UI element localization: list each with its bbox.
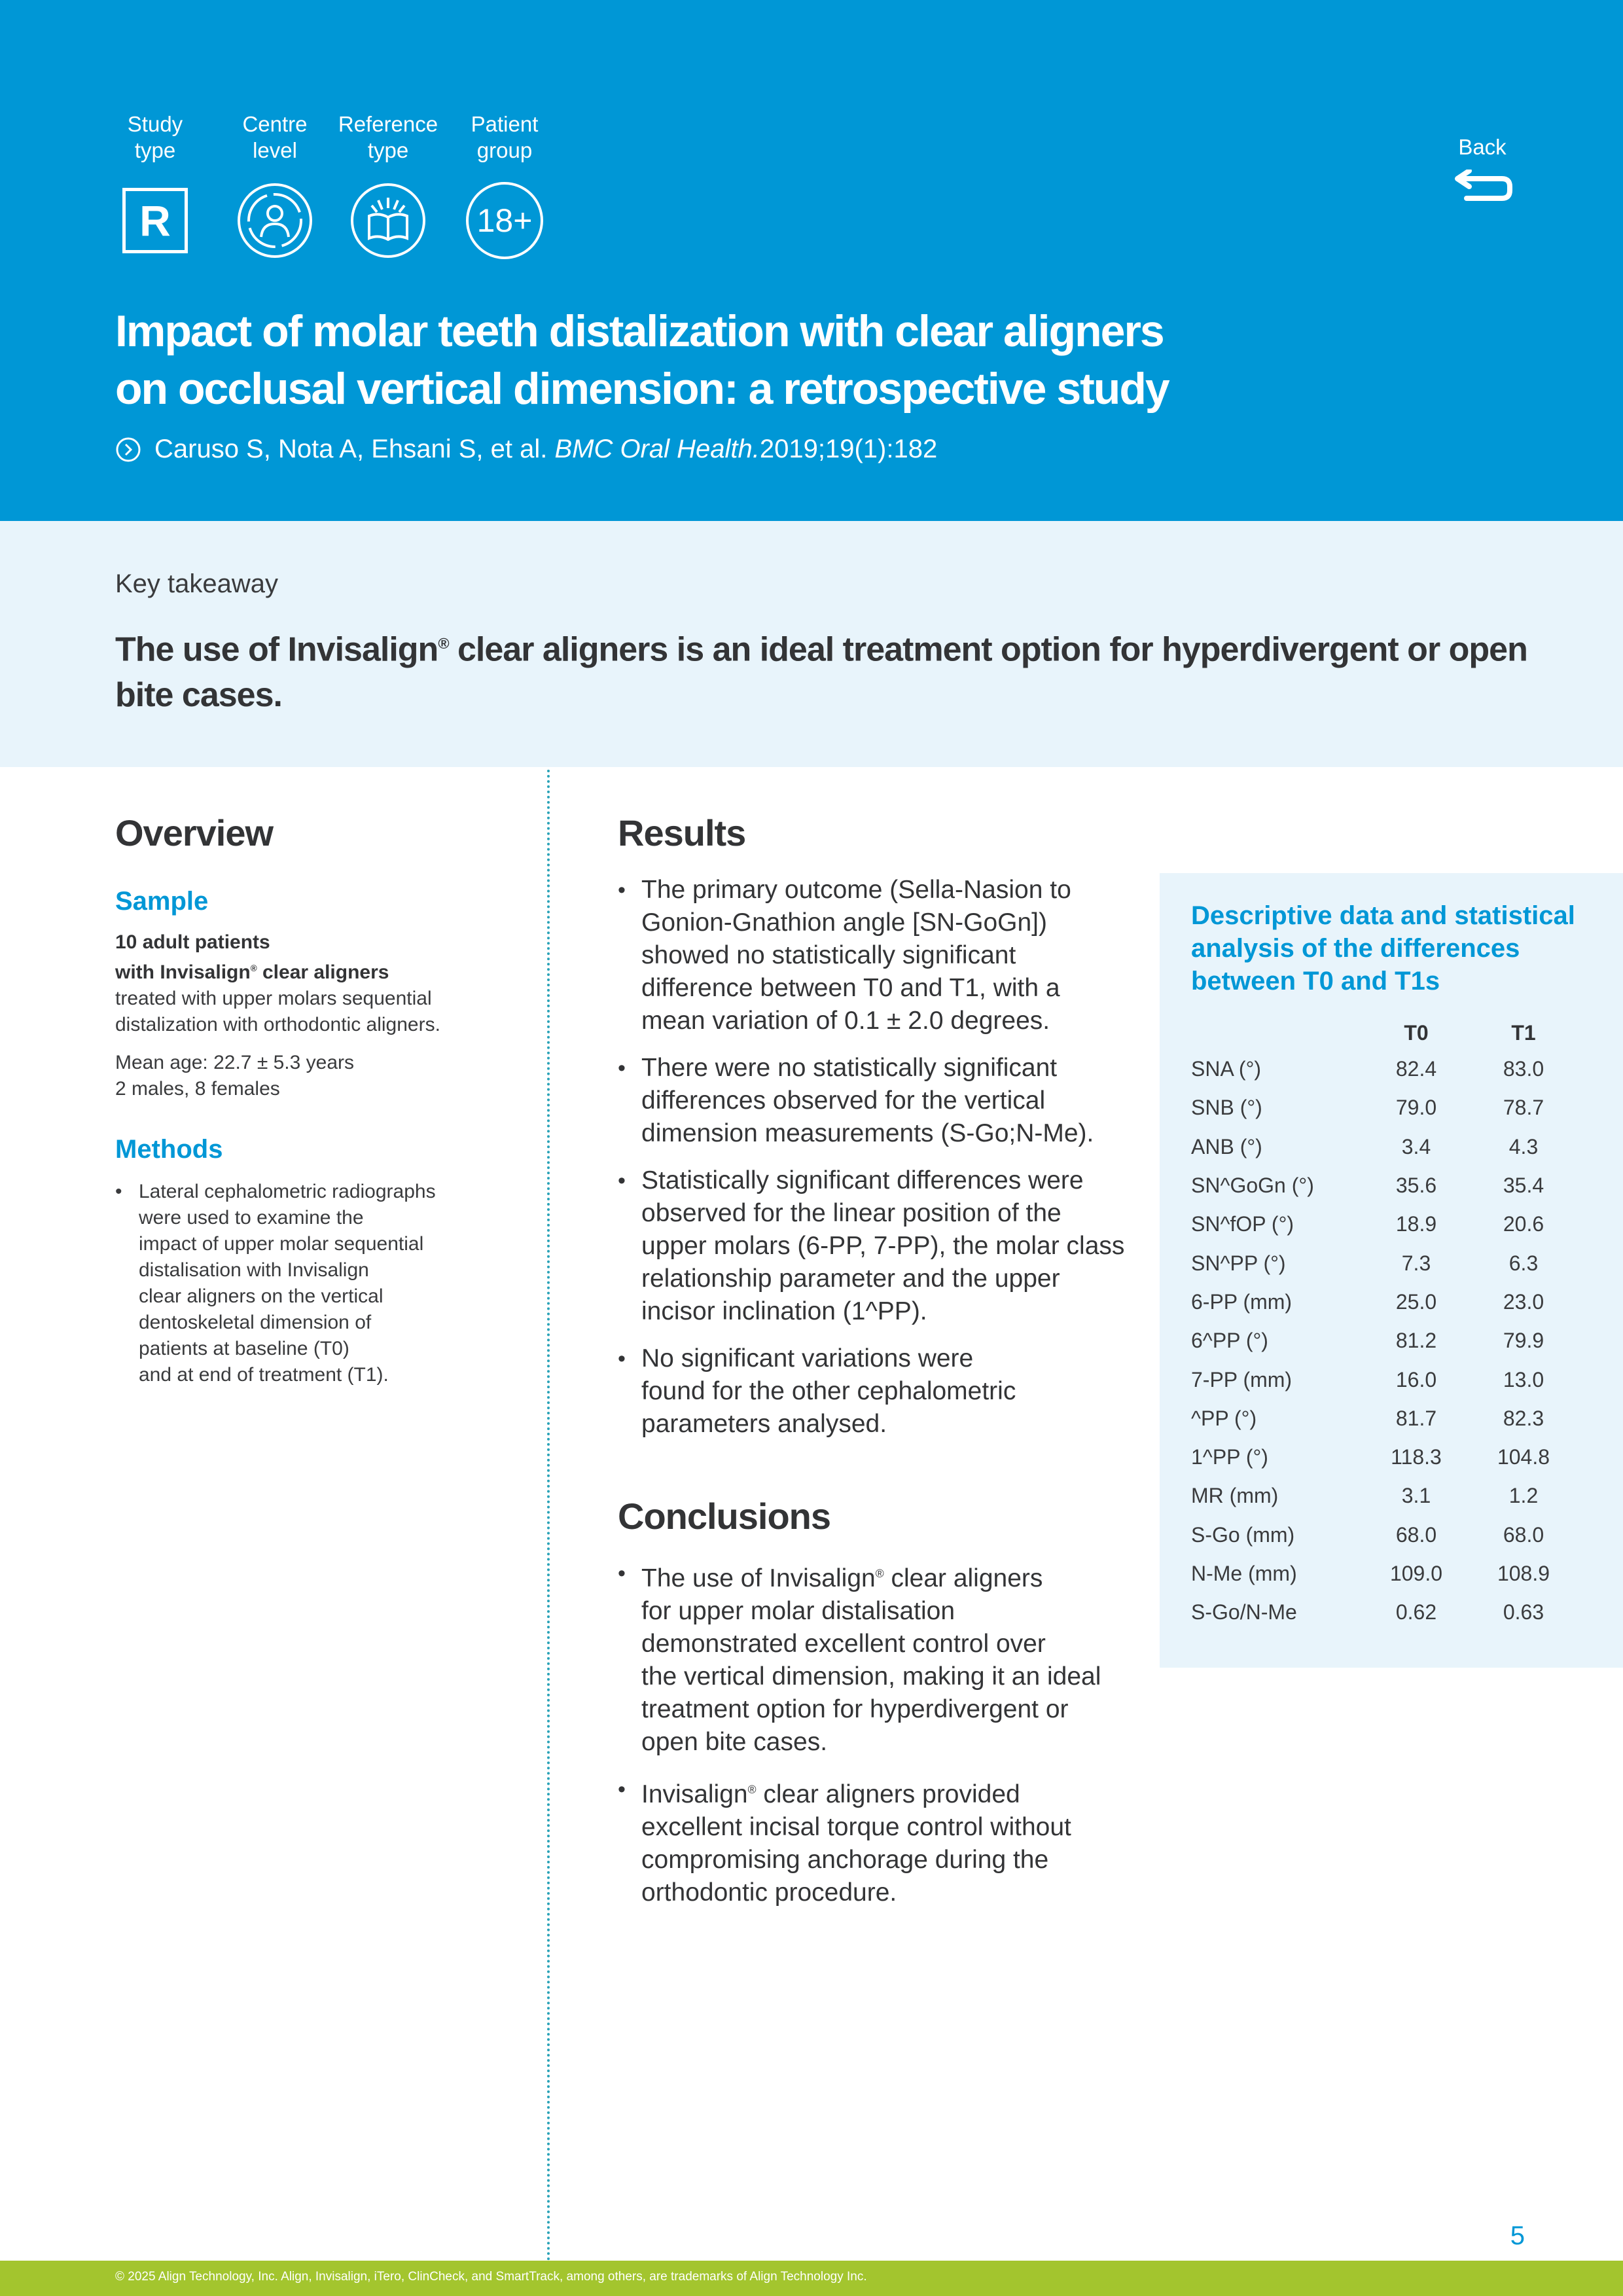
table-row (1191, 1516, 1577, 1554)
value-t1: 79.9 (1503, 1329, 1544, 1353)
citation-journal: BMC Oral Health. (554, 435, 760, 463)
value-t0: 118.3 (1391, 1445, 1442, 1469)
sample-text-2: distalization with orthodontic aligners. (115, 1014, 440, 1035)
value-t1: 108.9 (1497, 1562, 1550, 1585)
descriptive-data-panel (1160, 873, 1623, 1668)
header-banner (0, 0, 1623, 521)
reference-type-label: Reference type (338, 112, 438, 162)
list-item: • No significant variations were found for the other cephalometric parameters analysed. (618, 1342, 1128, 1441)
takeaway-text-b: clear aligners is an ideal treatment option for hyperdivergent or open bite cases. (115, 630, 1527, 715)
takeaway-label: Key takeaway (115, 569, 279, 598)
methods-list (115, 1179, 482, 1388)
table-header-row (1191, 1016, 1577, 1050)
row-label: SN^PP (°) (1191, 1251, 1286, 1275)
table-row (1191, 1205, 1577, 1244)
row-label: 7-PP (mm) (1191, 1367, 1293, 1391)
value-t1: 1.2 (1508, 1484, 1539, 1508)
sample-bold-2: with Invisalign® clear aligners (115, 961, 389, 983)
patient-group-group (449, 111, 560, 259)
title-line-1: Impact of molar teeth distalization with clear aligners (115, 306, 1164, 356)
value-t1: 4.3 (1508, 1134, 1539, 1158)
list-item: • Lateral cephalometric radiographs were used to examine the impact of upper molar sequential distalisation with Invisalign clear aligners on the vertical dentoskeletal dimension of patients at baseline (T0) and at end of treatment (T1). (115, 1179, 482, 1388)
list-item: • Statistically significant differences were observed for the linear position of the upper molars (6-PP, 7-PP), the molar class relationship parameter and the upper incisor inclination (1^PP). (618, 1164, 1128, 1328)
results-list (618, 874, 1128, 1441)
back-button[interactable] (1440, 134, 1525, 212)
overview-section (115, 812, 482, 1388)
sample-text-1: treated with upper molars sequential (115, 988, 432, 1009)
value-t0: 82.4 (1395, 1057, 1437, 1081)
table-row (1191, 1088, 1577, 1127)
list-item: • Invisalign® clear aligners provided excellent incisal torque control without compromising anchorage during the orthodontic procedure. (618, 1773, 1128, 1909)
footer-bar (0, 2261, 1623, 2296)
table-row (1191, 1321, 1577, 1360)
row-label: ANB (°) (1191, 1134, 1262, 1158)
results-section (618, 812, 1128, 1455)
centre-level-group (219, 111, 330, 259)
value-t0: 81.2 (1395, 1329, 1437, 1353)
value-t0: 16.0 (1395, 1367, 1437, 1391)
conclusions-section (618, 1495, 1128, 1924)
page-title (115, 302, 1359, 418)
table-row (1191, 1399, 1577, 1438)
takeaway-text (115, 620, 1529, 718)
sample-heading: Sample (115, 887, 209, 916)
person-circle-icon (236, 182, 313, 259)
study-type-group (99, 111, 211, 259)
table-row (1191, 1554, 1577, 1593)
conclusions-list (618, 1557, 1128, 1909)
results-heading: Results (618, 812, 746, 853)
table-row (1191, 1166, 1577, 1205)
back-label: Back (1458, 135, 1507, 159)
row-label: SNB (°) (1191, 1096, 1262, 1120)
back-arrow-icon (1440, 170, 1525, 212)
data-table (1191, 1016, 1577, 1632)
row-label: SN^GoGn (°) (1191, 1174, 1314, 1198)
takeaway-text-a: The use of Invisalign (115, 630, 438, 669)
row-label: ^PP (°) (1191, 1406, 1257, 1430)
mean-age: Mean age: 22.7 ± 5.3 years (115, 1052, 355, 1073)
sample-text (115, 929, 482, 1038)
list-item: • There were no statistically significant differences observed for the vertical dimension measurements (S-Go;N-Me). (618, 1052, 1128, 1150)
list-item: • The use of Invisalign® clear aligners for upper molar distalisation demonstrated excellent control over the vertical dimension, making it an ideal treatment option for hyperdivergent or open bite cases. (618, 1557, 1128, 1759)
table-row (1191, 1438, 1577, 1477)
row-label: N-Me (mm) (1191, 1562, 1297, 1585)
title-line-2: on occlusal vertical dimension: a retrospective study (115, 364, 1169, 414)
table-row (1191, 1050, 1577, 1088)
value-t0: 3.1 (1401, 1484, 1431, 1508)
chevron-right-circle-icon (115, 437, 141, 463)
list-item: • The primary outcome (Sella-Nasion to Gonion-Gnathion angle [SN-GoGn]) showed no statistically significant difference between T0 and T1, with a mean variation of 0.1 ± 2.0 degrees. (618, 874, 1128, 1037)
value-t1: 0.63 (1503, 1600, 1544, 1624)
value-t1: 13.0 (1503, 1367, 1544, 1391)
citation[interactable] (115, 435, 937, 464)
sex-split: 2 males, 8 females (115, 1078, 280, 1100)
value-t1: 82.3 (1503, 1406, 1544, 1430)
open-book-icon (349, 182, 427, 259)
row-label: SN^fOP (°) (1191, 1212, 1294, 1236)
value-t0: 68.0 (1395, 1522, 1437, 1547)
methods-heading: Methods (115, 1135, 223, 1164)
value-t1: 35.4 (1503, 1174, 1544, 1198)
reference-type-group (332, 111, 444, 259)
value-t0: 7.3 (1401, 1251, 1431, 1275)
value-t0: 109.0 (1389, 1562, 1443, 1585)
conclusions-heading: Conclusions (618, 1496, 831, 1537)
centre-level-label: Centre level (242, 112, 308, 162)
value-t1: 83.0 (1503, 1057, 1544, 1081)
footer-text: © 2025 Align Technology, Inc. Align, Invisalign, iTero, ClinCheck, and SmartTrack, among others, are trademarks of Align Technology Inc. (115, 2270, 867, 2284)
citation-authors: Caruso S, Nota A, Ehsani S, et al. (154, 435, 548, 463)
value-t1: 20.6 (1503, 1212, 1544, 1236)
study-type-glyph: R (122, 188, 188, 253)
row-label: 6^PP (°) (1191, 1329, 1268, 1353)
row-label: S-Go/N-Me (1191, 1600, 1297, 1624)
header-t1: T1 (1511, 1020, 1536, 1045)
table-body (1191, 1050, 1577, 1632)
value-t0: 81.7 (1395, 1406, 1437, 1430)
value-t1: 78.7 (1503, 1096, 1544, 1120)
value-t0: 79.0 (1395, 1096, 1437, 1120)
row-label: SNA (°) (1191, 1057, 1262, 1081)
key-takeaway-panel (0, 521, 1623, 767)
value-t0: 18.9 (1395, 1212, 1437, 1236)
table-row (1191, 1244, 1577, 1282)
value-t1: 104.8 (1497, 1445, 1550, 1469)
value-t0: 25.0 (1395, 1289, 1437, 1314)
overview-heading: Overview (115, 812, 274, 853)
demographics (115, 1050, 482, 1102)
sample-bold-1: 10 adult patients (115, 931, 270, 953)
value-t0: 3.4 (1401, 1134, 1431, 1158)
study-type-label: Study type (127, 112, 183, 162)
row-label: 6-PP (mm) (1191, 1289, 1293, 1314)
table-row (1191, 1360, 1577, 1399)
header-t0: T0 (1404, 1020, 1429, 1045)
header-blank (1191, 1016, 1363, 1050)
age-18-plus-icon (466, 182, 543, 259)
table-row (1191, 1283, 1577, 1321)
citation-ref: 2019;19(1):182 (759, 435, 938, 463)
table-title: Descriptive data and statistical analysis of the differences between T0 and T1s (1191, 901, 1575, 996)
table-row (1191, 1128, 1577, 1166)
row-label: 1^PP (°) (1191, 1445, 1268, 1469)
column-divider (547, 770, 550, 2262)
page-number: 5 (1510, 2221, 1525, 2250)
value-t1: 6.3 (1508, 1251, 1539, 1275)
patient-group-glyph: 18+ (466, 182, 543, 259)
patient-group-label: Patient group (471, 112, 539, 162)
value-t1: 68.0 (1503, 1522, 1544, 1547)
value-t0: 35.6 (1395, 1174, 1437, 1198)
row-label: S-Go (mm) (1191, 1522, 1295, 1547)
table-row (1191, 1477, 1577, 1515)
letter-r-icon (116, 182, 194, 259)
table-row (1191, 1593, 1577, 1632)
registered-mark: ® (438, 635, 449, 652)
value-t1: 23.0 (1503, 1289, 1544, 1314)
value-t0: 0.62 (1395, 1600, 1437, 1624)
row-label: MR (mm) (1191, 1484, 1279, 1508)
